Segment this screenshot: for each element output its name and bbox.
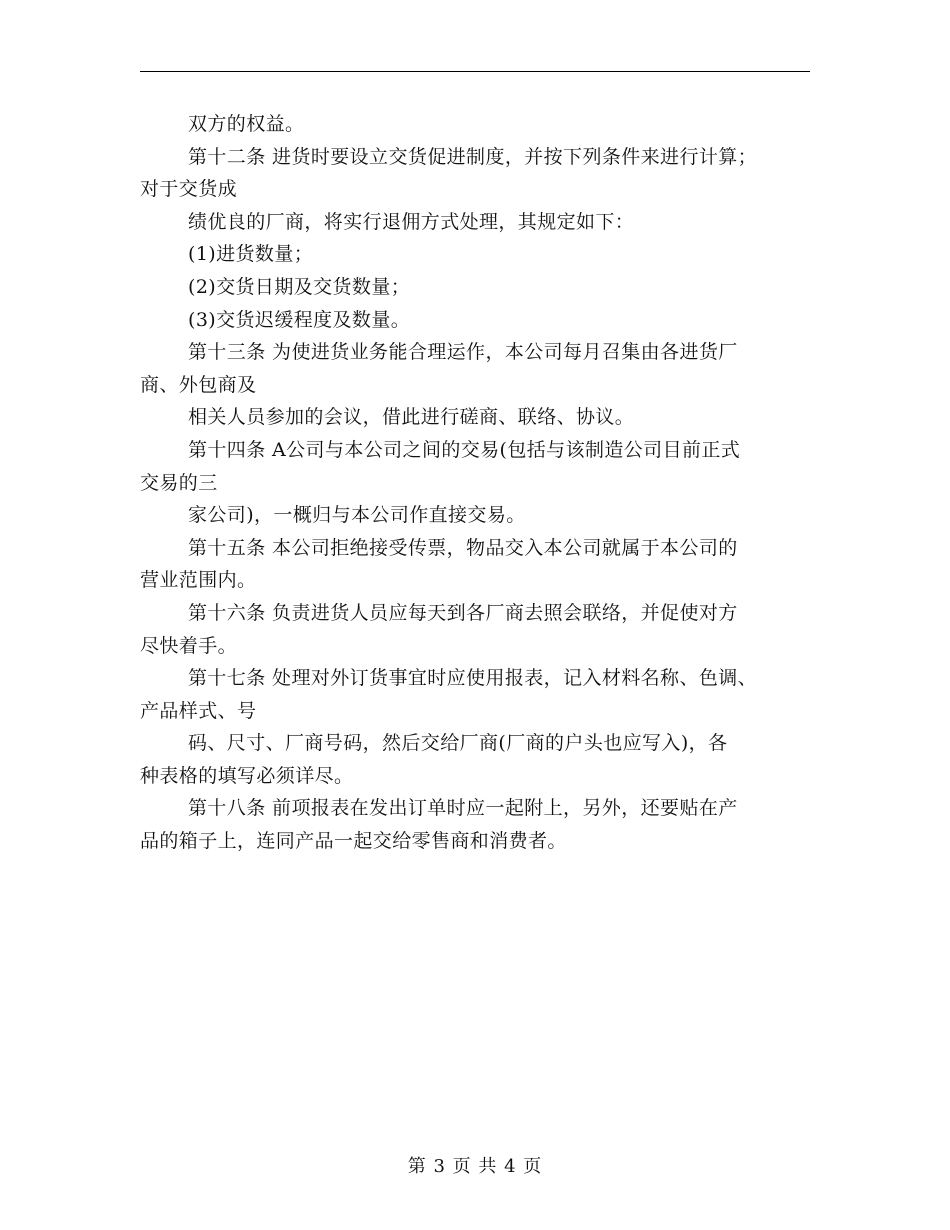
text-line: 产品样式、号 <box>140 699 257 722</box>
text-line: 第十四条 A公司与本公司之间的交易(包括与该制造公司目前正式 <box>188 438 741 461</box>
header-rule <box>140 71 810 72</box>
text-line: 第十六条 负责进货人员应每天到各厂商去照会联络，并促使对方 <box>188 601 738 624</box>
text-line: 第十三条 为使进货业务能合理运作，本公司每月召集由各进货厂 <box>188 341 738 364</box>
page-number: 第 3 页 共 4 页 <box>407 1156 543 1177</box>
text-line: 家公司)，一概归与本公司作直接交易。 <box>188 504 526 527</box>
page-footer <box>0 1152 950 1178</box>
text-line: 品的箱子上，连同产品一起交给零售商和消费者。 <box>140 830 567 853</box>
text-line: 相关人员参加的会议，借此进行磋商、联络、协议。 <box>188 406 635 429</box>
text-line: (2)交货日期及交货数量； <box>188 275 411 298</box>
text-line: 营业范围内。 <box>140 569 257 592</box>
text-line: 码、尺寸、厂商号码，然后交给厂商(厂商的户头也应写入)，各 <box>188 732 728 755</box>
text-line: (3)交货迟缓程度及数量。 <box>188 308 411 331</box>
text-line: 对于交货成 <box>140 178 238 201</box>
text-line: 绩优良的厂商，将实行退佣方式处理，其规定如下： <box>188 210 635 233</box>
text-line: (1)进货数量； <box>188 243 314 266</box>
text-line: 第十二条 进货时要设立交货促进制度，并按下列条件来进行计算； <box>188 145 758 168</box>
text-line: 第十五条 本公司拒绝接受传票，物品交入本公司就属于本公司的 <box>188 536 738 559</box>
text-line: 尽快着手。 <box>140 634 238 657</box>
text-line: 种表格的填写必须详尽。 <box>140 764 354 787</box>
text-line: 双方的权益。 <box>188 113 305 135</box>
text-line: 第十七条 处理对外订货事宜时应使用报表，记入材料名称、色调、 <box>188 667 758 690</box>
document-body <box>140 108 812 858</box>
text-line: 第十八条 前项报表在发出订单时应一起附上，另外，还要贴在产 <box>188 797 738 820</box>
text-line: 交易的三 <box>140 471 218 494</box>
text-line: 商、外包商及 <box>140 373 257 396</box>
